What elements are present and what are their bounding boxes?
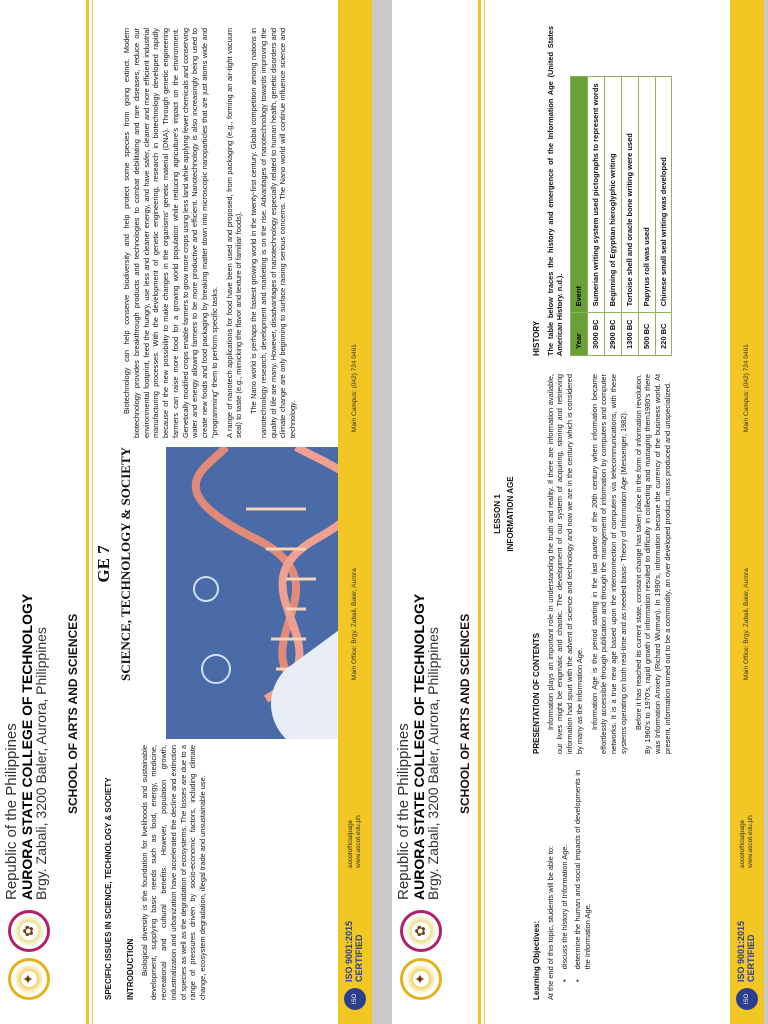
page-header xyxy=(392,0,478,1024)
objective-item xyxy=(573,770,593,982)
header-rule xyxy=(86,0,89,1024)
iso-label: ISO 9001:2015 xyxy=(736,920,747,982)
lesson-number: LESSON 1 xyxy=(493,494,502,534)
paragraph-4: The Nano world is perhaps the fastest growing world in the twenty-first century. Global competition among nations in nanotechnology research, development and marketing is on the rise. Advantages of nanotechnology towards improving the quality of life are many. However, disadvantages of nanotechnology especially related to human health, genetic disorders and climate change are only beginning to surface raising serious concerns. The Nano world will continue influence science and technology. xyxy=(249,28,298,438)
footer-website: www.ascot.edu.ph xyxy=(747,815,754,868)
header-school: SCHOOL OF ARTS AND SCIENCES xyxy=(458,613,472,814)
footer-office: Main Office: Brgy. Zabali, Baler, Aurora xyxy=(350,568,358,680)
cell-event: Tortoise shell and oracle bone writing were used xyxy=(621,77,638,313)
iso-certified: CERTIFIED xyxy=(746,934,756,982)
footer-social: ascotofficialpage xyxy=(346,819,354,868)
school-seal-icon: ✿ xyxy=(8,910,50,952)
header-address: Brgy. Zabali, 3200 Baler, Aurora, Philippines xyxy=(425,627,442,900)
bullet-icon: • xyxy=(560,979,570,982)
header-rule-thin xyxy=(92,0,93,1024)
history-intro: The table below traces the history and emergence of the Information Age (United States American History. n.d.). xyxy=(545,26,565,356)
table-row xyxy=(604,77,621,356)
header-college: AURORA STATE COLLEGE OF TECHNOLOGY xyxy=(18,593,35,900)
table-row xyxy=(638,77,655,356)
header-address: Brgy. Zabali, 3200 Baler, Aurora, Philippines xyxy=(33,627,50,900)
footer-office: Main Office: Brgy. Zabali, Baler, Aurora xyxy=(742,568,750,680)
header-event: Event xyxy=(571,77,588,313)
college-seal-icon: ✦ xyxy=(400,958,442,1000)
content-paragraph-1: Information plays an important role in understanding the truth and reality. If there are information available, our lives might be enigmatic and chaotic. The development of our system of acquiring, storing and retrieving information had spurt with the advent of science and technology and now we are in the century which is considered by many as the Information Age. xyxy=(545,374,584,754)
cell-event: Chinese small seal writing was developed xyxy=(655,77,672,313)
cell-year: 220 BC xyxy=(655,313,672,356)
objectives-intro: At the end of this topic, students will be able to: xyxy=(545,845,555,1000)
header-rule-thin xyxy=(484,0,485,1024)
paragraph-3: A range of nanotech applications for food have been used and proposed, from packaging (e.g., forming an air-tight vacuum seal) to taste (e.g., mimicking the flavor and texture of familiar foods). xyxy=(224,28,244,438)
lesson-title: INFORMATION AGE xyxy=(505,476,515,552)
objective-item xyxy=(560,770,570,982)
cell-event: Sumerian writing system used pictographs to represent words xyxy=(587,77,604,313)
header-republic: Republic of the Philippines xyxy=(3,723,20,900)
table-header-row xyxy=(571,77,588,356)
table-row xyxy=(621,77,638,356)
intro-heading: INTRODUCTION xyxy=(126,938,135,1000)
cell-year: 500 BC xyxy=(638,313,655,356)
section-heading: SPECIFIC ISSUES IN SCIENCE, TECHNOLOGY & SOCIETY xyxy=(104,777,113,1000)
cell-year: 3000 BC xyxy=(587,313,604,356)
school-seal-icon: ✿ xyxy=(400,910,442,952)
header-rule xyxy=(478,0,481,1024)
header-school: SCHOOL OF ARTS AND SCIENCES xyxy=(66,613,80,814)
course-code: GE 7 xyxy=(94,545,113,583)
footer-social: ascotofficialpage xyxy=(738,819,746,868)
course-title: SCIENCE, TECHNOLOGY & SOCIETY xyxy=(118,446,133,682)
document-page-2 xyxy=(392,0,764,1024)
cell-event: Beginning of Egyptian hieroglyphic writing xyxy=(604,77,621,313)
footer-phones: Main Campus: (042) 724 0461 xyxy=(742,344,750,432)
footer-phones: Main Campus: (042) 724 0461 xyxy=(350,344,358,432)
dna-illustration xyxy=(166,447,354,739)
bullet-icon: • xyxy=(573,979,583,982)
table-row xyxy=(655,77,672,356)
iso-badge-icon: ISO xyxy=(344,988,366,1010)
objective-text: discuss the history of Information Age. xyxy=(560,844,570,970)
iso-badge-icon: ISO xyxy=(736,988,758,1010)
header-college: AURORA STATE COLLEGE OF TECHNOLOGY xyxy=(410,593,427,900)
history-heading: HISTORY xyxy=(532,320,541,356)
iso-certified: CERTIFIED xyxy=(354,934,364,982)
page-footer xyxy=(338,0,372,1024)
objective-text: determine the human and social impacts of developments in the Information Age. xyxy=(573,770,592,970)
header-year: Year xyxy=(571,313,588,356)
footer-website: www.ascot.edu.ph xyxy=(355,815,362,868)
page-footer xyxy=(730,0,764,1024)
paragraph-2: Biotechnology can help conserve biodiversity and help protect some species from going extinct. Modern biotechnology provides breakthrough products and technologies to combat debilitating and rare diseases, reduce our environmental footprint, feed the hungry, use less and cleaner energy, and have safer, cleaner and more efficient industrial manufacturing processes. With the development of genetic engineering, research in biotechnology developed rapidly because of the new possibility to make changes in the organisms' genetic material (DNA). Through genetic engineering farmers can raise more food for a growing world population while reducing agriculture's impact on the environment. Genetically modified crops enable farmers to grow more crops using less land while applying fewer chemicals and conserving water and energy allowing farmers to be more productive and efficient. Nanotechnology is also increasingly being used to create new foods and food packaging by breaking matter down into microscopic nanoparticles that are just atoms wide and "programming" them to perform specific tasks. xyxy=(122,28,219,438)
cell-year: 1300 BC xyxy=(621,313,638,356)
content-paragraph-3: Before it has reached its current state, constant change has taken place in the form of information revolution. By 1960's to 1970's, rapid growth of information resulted to difficulty in collecting and managing them1980's there was Information Anxiety (Richard Wurman). In 1990's, information became the currency of the business world. At present, information turned out to be a commodity, an over developed product, mass produced and unspecialized. xyxy=(633,374,672,754)
iso-label: ISO 9001:2015 xyxy=(344,920,355,982)
cell-year: 2900 BC xyxy=(604,313,621,356)
table-row xyxy=(587,77,604,356)
document-page-1 xyxy=(0,0,372,1024)
page-header xyxy=(0,0,86,1024)
history-table xyxy=(570,76,672,356)
college-seal-icon: ✦ xyxy=(8,958,50,1000)
cell-event: Papyrus roll was used xyxy=(638,77,655,313)
content-paragraph-2: Information Age is the period starting in the last quarter of the 20th century when information became effortlessly accessible through publication and through the management of information by computers and computer networks. It is a true new age based upon the interconnection of computers via telecommunications, with these systems operating on both real-time and as needed basis- Theory of Information Age (Messenger, 1982). xyxy=(589,374,628,754)
paragraph-1: Biological diversity is the foundation for livelihoods and sustainable development, supplying basic needs such as food, energy, medicine, recreational and cultural benefits. However, population growth, industrialization and urbanization have accelerated the decline and extinction of species as well as the degradation of ecosystems. The losses are due to a range of pressures driven by socio-economic factors, including climate change, ecosystem degradation, illegal trade and unsustainable use. xyxy=(139,745,208,1000)
objectives-heading: Learning Objectives: xyxy=(532,920,541,1000)
header-republic: Republic of the Philippines xyxy=(395,723,412,900)
presentation-heading: PRESENTATION OF CONTENTS xyxy=(532,632,541,754)
